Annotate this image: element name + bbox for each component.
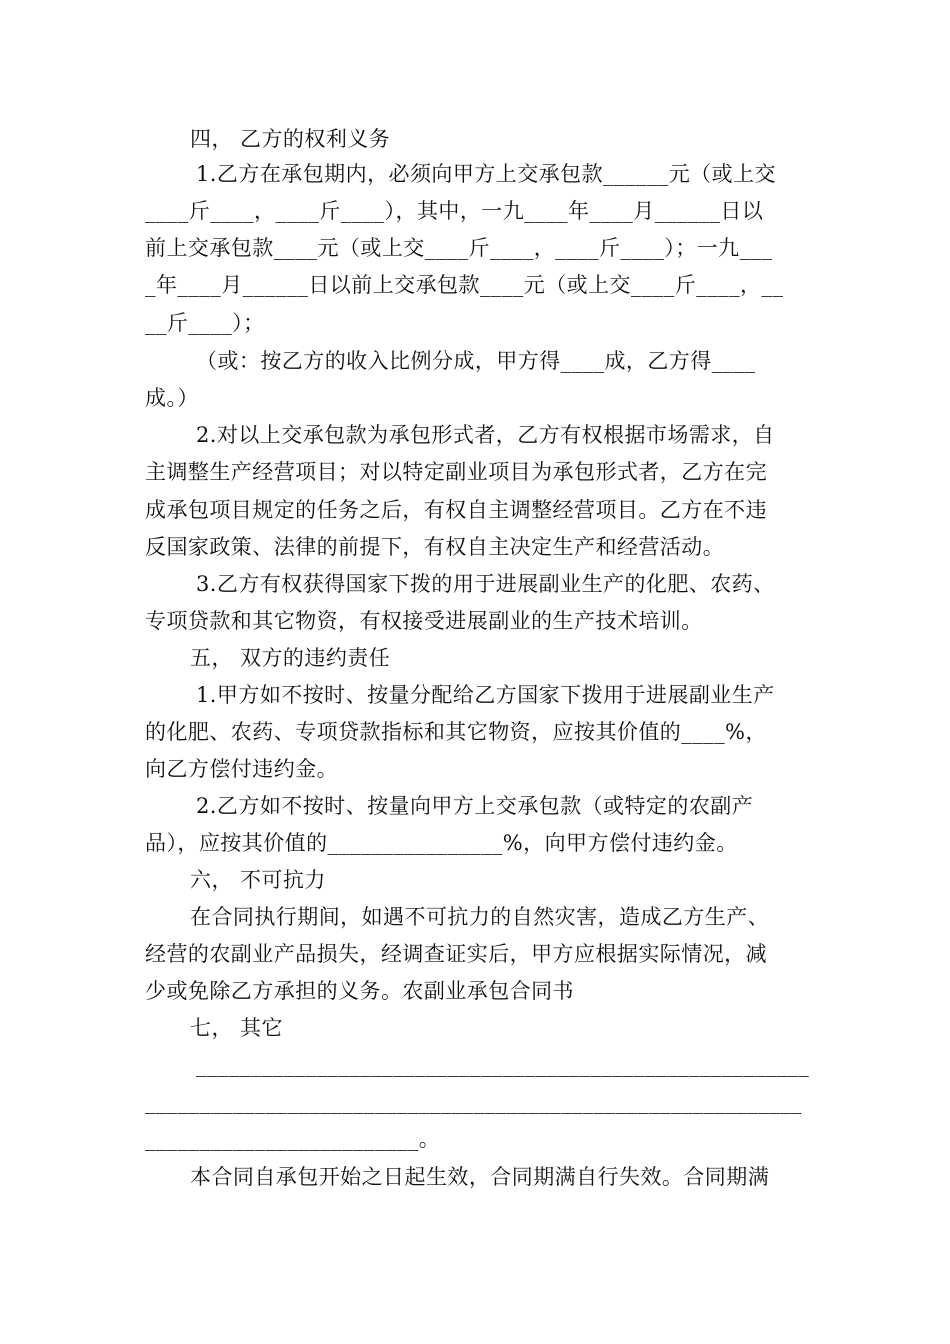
paragraph-line: 反国家政策、法律的前提下，有权自主决定生产和经营活动。: [145, 535, 725, 559]
blank-line: _________________________。: [145, 1127, 441, 1151]
paragraph-line: 专项贷款和其它物资，有权接受进展副业的生产技术培训。: [145, 609, 703, 633]
blank-line: ________________________________________________________: [196, 1053, 810, 1077]
paragraph-line: （或：按乙方的收入比例分成，甲方得____成，乙方得____: [196, 349, 756, 373]
paragraph-line: 3.乙方有权获得国家下拨的用于进展副业生产的化肥、农药、: [196, 572, 775, 596]
paragraph-line: 主调整生产经营项目；对以特定副业项目为承包形式者，乙方在完: [145, 460, 768, 484]
paragraph-line: 2.乙方如不按时、按量向甲方上交承包款（或特定的农副产: [196, 794, 754, 818]
paragraph-line: 少或免除乙方承担的义务。农副业承包合同书: [145, 979, 574, 1003]
paragraph-line: __斤____）；: [145, 311, 265, 335]
paragraph-line: 1.乙方在承包期内，必须向甲方上交承包款______元（或上交: [196, 162, 776, 186]
paragraph-line: 在合同执行期间，如遇不可抗力的自然灾害，造成乙方生产、: [190, 905, 770, 929]
paragraph-line: 成承包项目规定的任务之后，有权自主调整经营项目。乙方在不违: [145, 498, 768, 522]
blank-line: ____________________________________________________________: [145, 1090, 802, 1114]
paragraph-line: 2.对以上交承包款为承包形式者，乙方有权根据市场需求，自: [196, 423, 775, 447]
paragraph-line: ____斤____，____斤____），其中，一九____年____月______日以: [145, 199, 764, 223]
paragraph-line: 成。）: [145, 386, 199, 410]
paragraph-line: _年____月______日以前上交承包款____元（或上交____斤____，__: [145, 273, 784, 297]
section-heading-4: 四， 乙方的权利义务: [190, 127, 391, 151]
section-heading-6: 六， 不可抗力: [190, 868, 326, 892]
paragraph-line: 前上交承包款____元（或上交____斤____，____斤____）；一九___: [145, 236, 773, 260]
section-heading-7: 七， 其它: [190, 1016, 283, 1040]
paragraph-line: 本合同自承包开始之日起生效，合同期满自行失效。合同期满: [190, 1165, 770, 1189]
paragraph-line: 1.甲方如不按时、按量分配给乙方国家下拨用于进展副业生产: [196, 683, 775, 707]
paragraph-line: 经营的农副业产品损失，经调查证实后，甲方应根据实际情况，减: [145, 942, 768, 966]
paragraph-line: 的化肥、农药、专项贷款指标和其它物资，应按其价值的____%，: [145, 720, 767, 744]
section-heading-5: 五， 双方的违约责任: [190, 646, 391, 670]
paragraph-line: 品），应按其价值的________________%，向甲方偿付违约金。: [145, 831, 738, 855]
paragraph-line: 向乙方偿付违约金。: [145, 757, 339, 781]
